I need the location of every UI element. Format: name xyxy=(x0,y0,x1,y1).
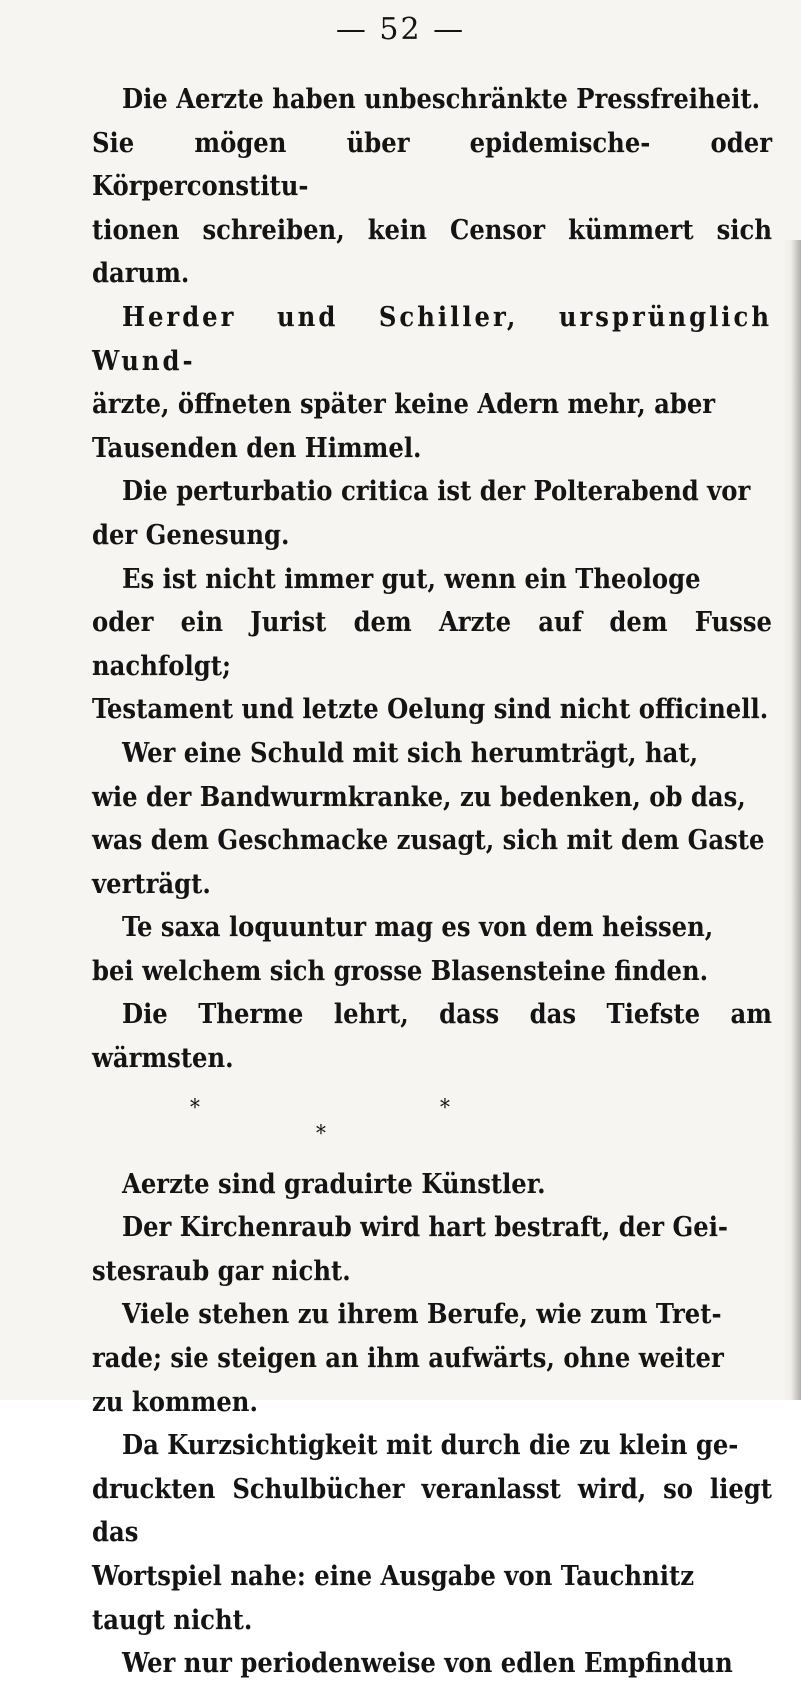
paragraph-line: Tausenden den Himmel. xyxy=(92,432,422,464)
paragraph-line: taugt nicht. xyxy=(92,1604,253,1636)
paragraph-line: Herder und Schiller, ursprünglich Wund- xyxy=(92,301,772,377)
paragraph-line: tionen schreiben, kein Censor kümmert sich darum. xyxy=(92,214,772,290)
separator-star: * xyxy=(190,1095,200,1121)
paragraph-8 xyxy=(92,1163,772,1207)
paragraph-line: stesraub gar nicht. xyxy=(92,1255,351,1287)
paragraph-11 xyxy=(92,1424,772,1642)
paragraph-line: Wer nur periodenweise von edlen Empfindun xyxy=(122,1648,733,1680)
paragraph-line: Die perturbatio critica ist der Polterabend vor xyxy=(122,476,751,508)
paragraph-line: Da Kurzsichtigkeit mit durch die zu klein ge- xyxy=(122,1430,739,1462)
paragraph-10 xyxy=(92,1293,772,1424)
paragraph-12 xyxy=(92,1642,772,1686)
paragraph-5 xyxy=(92,732,772,906)
paragraph-line: Testament und letzte Oelung sind nicht officinell. xyxy=(92,694,769,726)
paragraph-7 xyxy=(92,993,772,1080)
paragraph-1 xyxy=(92,78,772,296)
paragraph-6 xyxy=(92,906,772,993)
paragraph-3 xyxy=(92,470,772,557)
paragraph-9 xyxy=(92,1206,772,1293)
page-text xyxy=(92,78,772,1686)
paragraph-line: verträgt. xyxy=(92,868,211,900)
paragraph-line: Der Kirchenraub wird hart bestraft, der Gei- xyxy=(122,1212,729,1244)
paragraph-line: Sie mögen über epidemische- oder Körperconstitu- xyxy=(92,127,772,203)
paragraph-line: Wortspiel nahe: eine Ausgabe von Tauchnitz xyxy=(92,1561,695,1592)
paragraph-line: Viele stehen zu ihrem Berufe, wie zum Tret- xyxy=(122,1299,722,1331)
paragraph-line: rade; sie steigen an ihm aufwärts, ohne weiter xyxy=(92,1343,724,1375)
separator-star: * xyxy=(440,1095,450,1121)
separator-star: * xyxy=(316,1121,326,1147)
page-number: — 52 — xyxy=(335,12,466,47)
paragraph-line: Die Aerzte haben unbeschränkte Pressfreiheit. xyxy=(122,84,761,115)
paragraph-line: der Genesung. xyxy=(92,519,290,551)
paragraph-line: Aerzte sind graduirte Künstler. xyxy=(122,1168,546,1200)
paragraph-line: bei welchem sich grosse Blasensteine finden. xyxy=(92,955,709,987)
section-separator xyxy=(92,1081,772,1163)
paragraph-line: Te saxa loquuntur mag es von dem heissen, xyxy=(122,912,714,944)
page-edge-shadow xyxy=(783,240,801,1400)
paragraph-line: Wer eine Schuld mit sich herumträgt, hat, xyxy=(122,737,699,769)
paragraph-line: zu kommen. xyxy=(92,1386,258,1418)
paragraph-line: druckten Schulbücher veranlasst wird, so liegt das xyxy=(92,1473,772,1549)
paragraph-line: wie der Bandwurmkranke, zu bedenken, ob das, xyxy=(92,781,746,813)
paragraph-2 xyxy=(92,296,772,470)
paragraph-4 xyxy=(92,558,772,732)
paragraph-line: oder ein Jurist dem Arzte auf dem Fusse nachfolgt; xyxy=(92,607,772,682)
paragraph-line: Es ist nicht immer gut, wenn ein Theologe xyxy=(122,563,701,595)
paragraph-line: Die Therme lehrt, dass das Tiefste am wärmsten. xyxy=(92,999,772,1075)
paragraph-line: ärzte, öffneten später keine Adern mehr, aber xyxy=(92,389,716,421)
paragraph-line: was dem Geschmacke zusagt, sich mit dem Gaste xyxy=(92,825,765,857)
